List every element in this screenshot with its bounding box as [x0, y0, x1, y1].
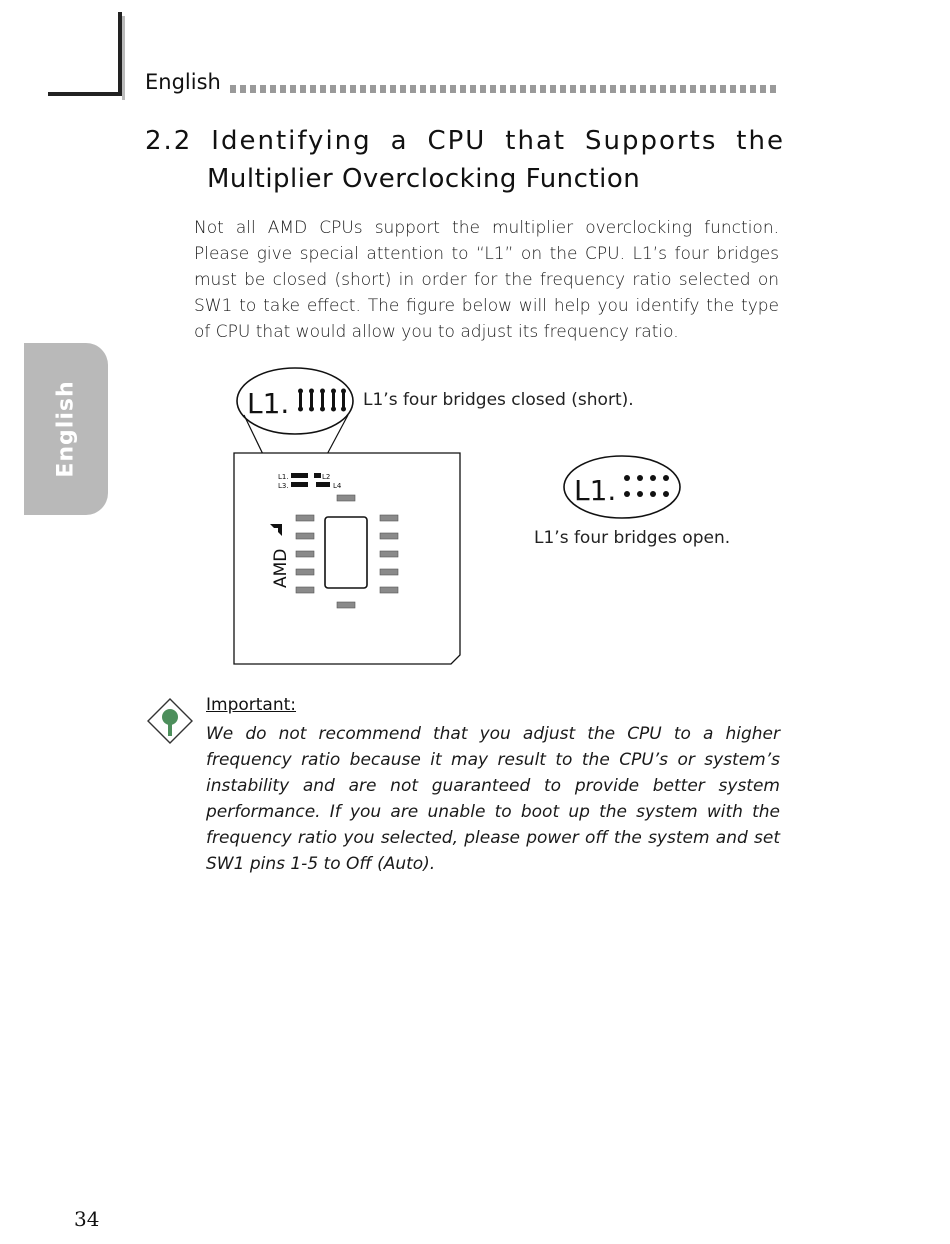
chip-brand: AMD — [271, 548, 291, 588]
cpu-die — [325, 517, 367, 588]
section-title-line2: Multiplier Overclocking Function — [207, 164, 641, 194]
title-word: Identifying — [211, 126, 372, 156]
chip-label-l1: L1. — [278, 473, 289, 481]
section-number: 2.2 — [145, 126, 193, 156]
title-word: a — [390, 126, 409, 156]
header-language: English — [145, 70, 221, 94]
l1-closed-label: L1. — [247, 387, 290, 420]
page-number: 34 — [74, 1207, 100, 1231]
l1-open-label: L1. — [574, 474, 617, 507]
title-word: that — [505, 126, 567, 156]
side-tab-label: English — [53, 380, 79, 478]
chip-label-l3: L3. — [278, 482, 289, 490]
chip-label-l2: L2 — [322, 473, 331, 481]
title-word: the — [736, 126, 785, 156]
l1-open-bubble — [564, 456, 680, 518]
open-caption: L1’s four bridges open. — [534, 528, 731, 548]
title-word: Supports — [585, 126, 718, 156]
important-body: We do not recommend that you adjust the CPU to a higher frequency ratio because it may result to the CPU’s or system’s instability and are not guaranteed to provide better system performance. If you are unable to boot up the system with the frequency ratio you selected, please power off the system and set SW1 pins 1-5 to Off (Auto). — [206, 724, 780, 874]
important-label: Important: — [206, 695, 297, 715]
important-pin-icon — [147, 698, 193, 744]
chip-label-l4: L4 — [333, 482, 342, 490]
closed-caption: L1’s four bridges closed (short). — [363, 390, 634, 410]
cpu-chip — [234, 453, 460, 664]
title-word: CPU — [427, 126, 487, 156]
intro-paragraph: Not all AMD CPUs support the multiplier overclocking function. Please give special attention to “L1” on the CPU. L1’s four bridges must be closed (short) in order for the frequency ratio selected on SW1 to take effect. The figure below will help you identify the type of CPU that would allow you to adjust its frequency ratio. — [194, 218, 779, 342]
